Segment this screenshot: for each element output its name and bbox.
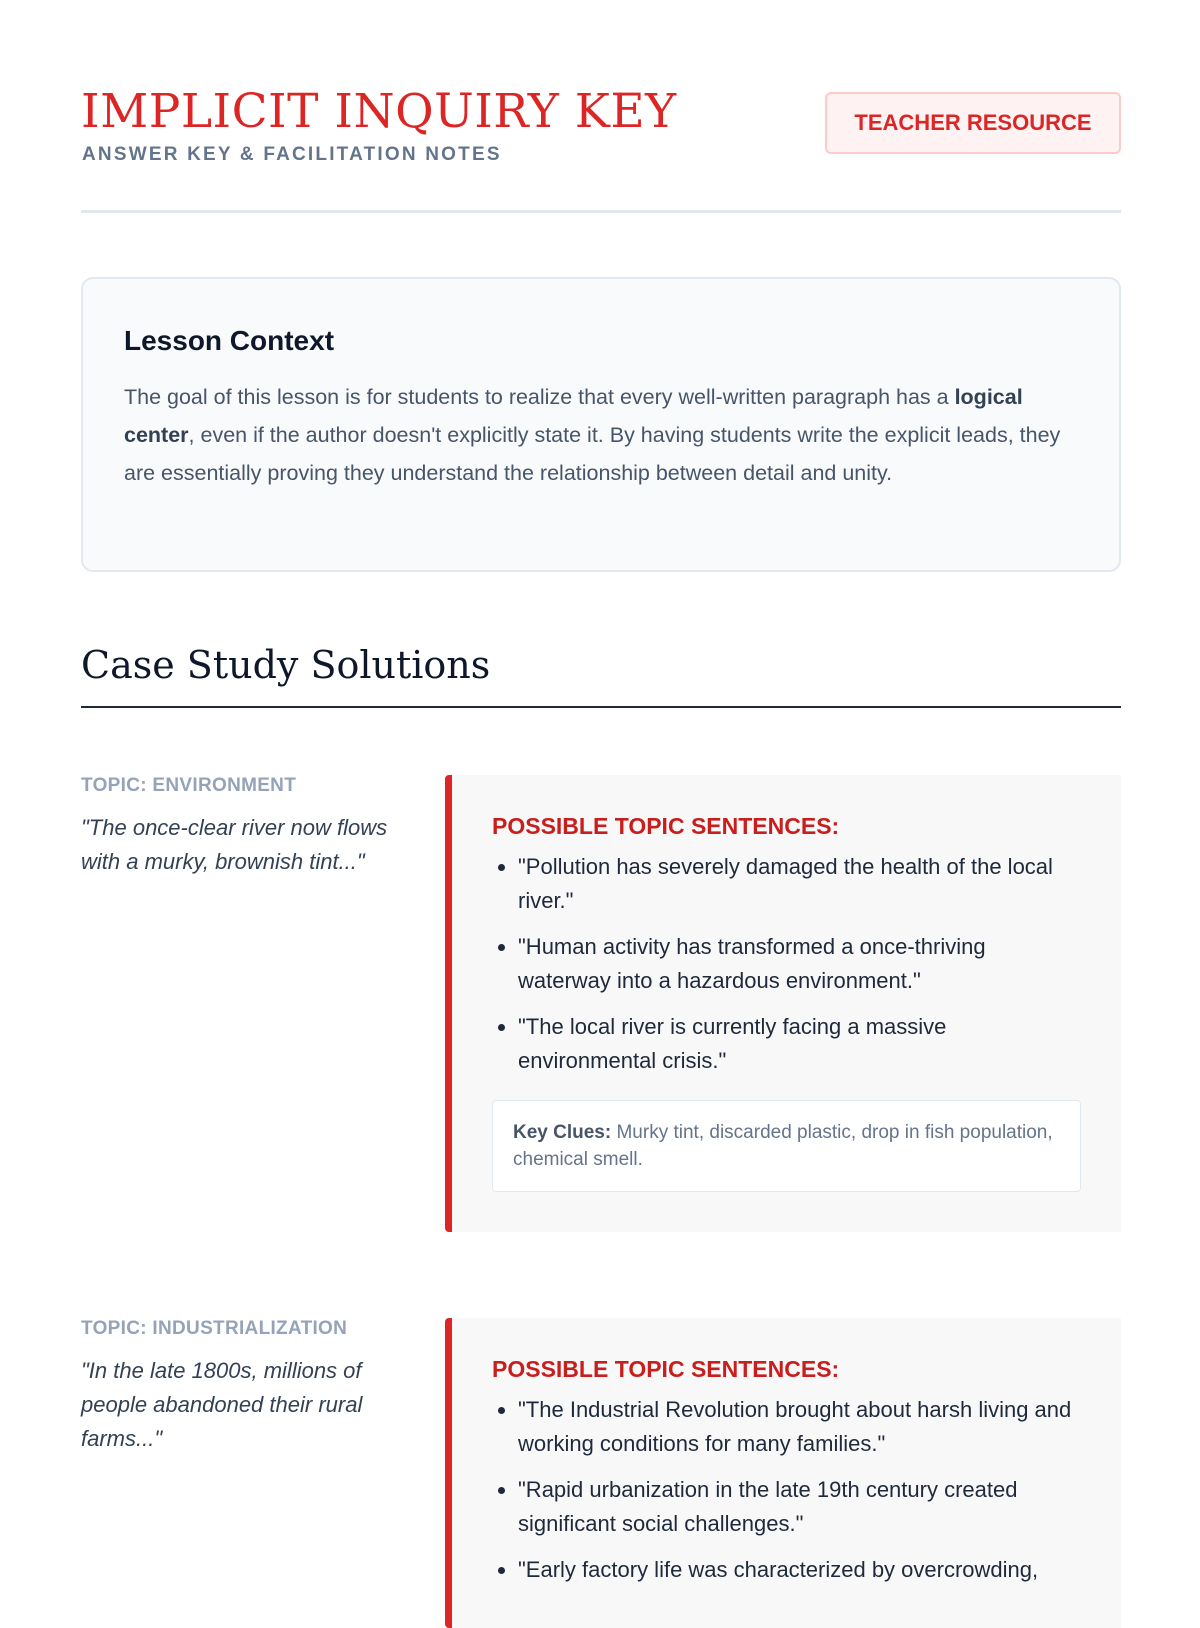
sentences-label: POSSIBLE TOPIC SENTENCES: (492, 1356, 840, 1382)
case-solution (445, 1318, 1121, 1628)
case-topic: TOPIC: INDUSTRIALIZATION (81, 1318, 348, 1339)
case-source (81, 1318, 411, 1456)
topic-sentence: • "Human activity has transformed a once-thriving waterway into a hazardous environment." (518, 930, 1081, 998)
key-clues-label: Key Clues: (513, 1122, 612, 1143)
lesson-context-box (81, 277, 1121, 572)
topic-sentence: • "Early factory life was characterized by overcrowding, (518, 1553, 1081, 1587)
topic-sentence-list (492, 850, 1081, 1078)
page-title: IMPLICIT INQUIRY KEY (81, 84, 677, 139)
page-header (81, 84, 1121, 213)
case-excerpt: "In the late 1800s, millions of people abandoned their rural farms..." (81, 1358, 363, 1451)
key-clues-text: Murky tint, discarded plastic, drop in fish population, chemical smell. (513, 1122, 1053, 1170)
lesson-context-heading: Lesson Context (124, 325, 335, 356)
key-clues-box (492, 1100, 1081, 1192)
case-topic: TOPIC: ENVIRONMENT (81, 775, 297, 796)
topic-sentence-list (492, 1393, 1081, 1587)
topic-sentence: • "Rapid urbanization in the late 19th century created significant social challenges." (518, 1473, 1081, 1541)
sentences-label: POSSIBLE TOPIC SENTENCES: (492, 813, 840, 839)
case-excerpt: "The once-clear river now flows with a murky, brownish tint..." (81, 815, 388, 874)
context-text-before: The goal of this lesson is for students to realize that every well-written paragraph has a (124, 385, 955, 409)
case-solution (445, 775, 1121, 1232)
lesson-context-text (124, 378, 1079, 492)
case-source (81, 775, 411, 879)
topic-sentence: • "Pollution has severely damaged the health of the local river." (518, 850, 1081, 918)
page-subtitle: ANSWER KEY & FACILITATION NOTES (82, 144, 502, 165)
topic-sentence: • "The local river is currently facing a massive environmental crisis." (518, 1010, 1081, 1078)
section-heading: Case Study Solutions (81, 640, 1121, 708)
teacher-resource-badge: TEACHER RESOURCE (825, 92, 1121, 154)
context-emphasis: logical center (124, 385, 1023, 447)
context-text-after: , even if the author doesn't explicitly state it. By having students write the explicit leads, they are essentially proving they understand the relationship between detail and unity. (124, 423, 1061, 485)
topic-sentence: • "The Industrial Revolution brought about harsh living and working conditions for many families." (518, 1393, 1081, 1461)
